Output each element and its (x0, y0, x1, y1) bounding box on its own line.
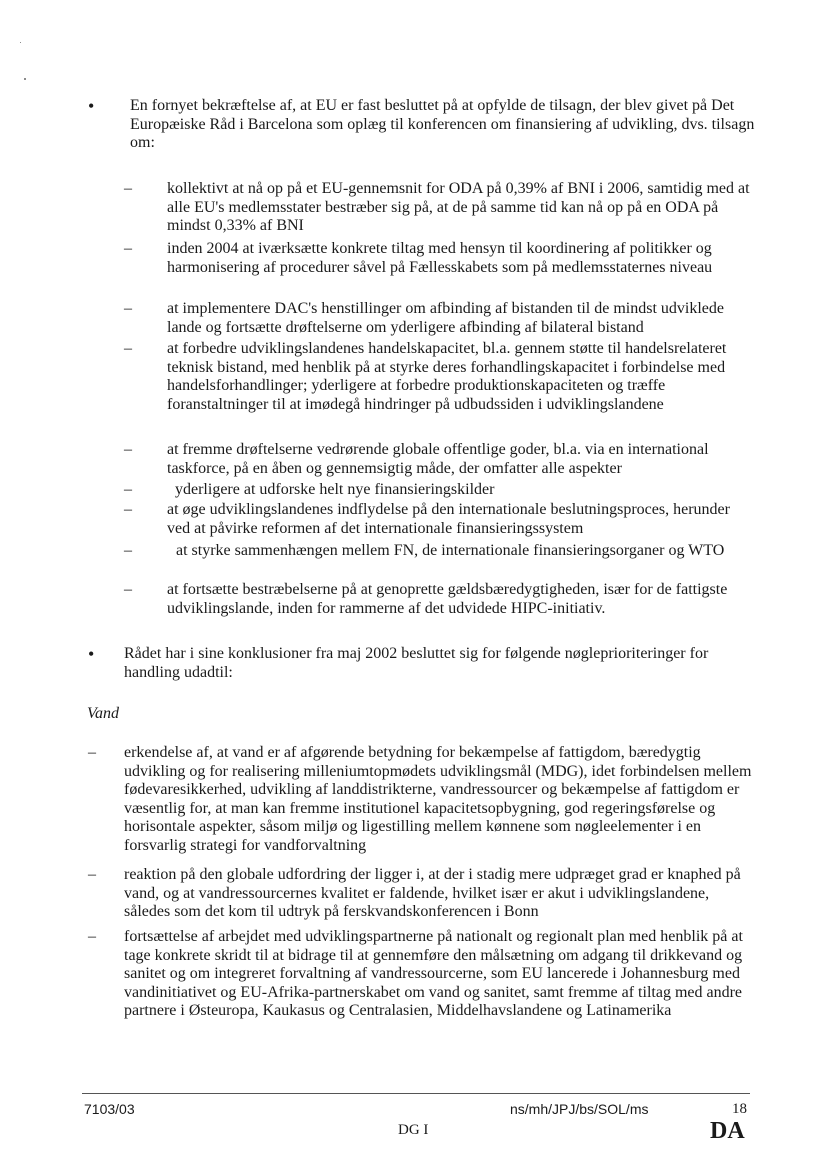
bullet-text: Rådet har i sine konklusioner fra maj 2002 besluttet sig for følgende nøgleprioriteringer for handling udadtil: (124, 645, 709, 681)
footer-initials: ns/mh/JPJ/bs/SOL/ms (510, 1101, 649, 1117)
sub-item-dash: – (124, 340, 132, 357)
sub-item: at forbedre udviklingslandenes handelskapacitet, bl.a. gennem støtte til handelsrelateret teknisk bistand, med henblik på at styrke deres forhandlingskapacitet i forbindelse med handelsforhandlinger; yderligere at forbedre produktionskapaciteten og træffe foranstaltninger til at imødegå hindringer på udbudssiden i udviklingslandene (167, 340, 727, 413)
sub-item-dash: – (124, 501, 132, 518)
sub-item: at fortsætte bestræbelserne på at genoprette gældsbæredygtigheden, især for de fattigste udviklingslande, inden for rammerne af det udvidede HIPC-initiativ. (167, 581, 728, 617)
sub-item: inden 2004 at iværksætte konkrete tiltag med hensyn til koordinering af politikker og harmonisering af procedurer såvel på Fællesskabets som på medlemsstaternes niveau (167, 240, 713, 276)
vand-item: fortsættelse af arbejdet med udviklingspartnerne på nationalt og regionalt plan med henblik på at tage konkrete skridt til at bidrage til at gennemføre den målsætning om adgang til drikkevand og sanitet og om integreret forvaltning af vandressourcerne, som EU lancerede i Johannesburg med vandinitiativet og EU-Afrika-partnerskabet om vand og sanitet, samt fremme af tiltag med andre partnere i Østeuropa, Kaukasus og Centralasien, Middelhavslandene og Latinamerika (124, 928, 743, 1020)
sub-item-dash: – (124, 481, 132, 498)
footer-doc-number: 7103/03 (84, 1101, 135, 1117)
sub-item-dash: – (124, 240, 132, 257)
sub-item-dash: – (124, 542, 132, 559)
vand-item-dash: – (88, 744, 96, 761)
sub-item: at øge udviklingslandenes indflydelse på den internationale beslutningsproces, herunder ved at påvirke reformen af det internationale finansieringssystem (167, 501, 730, 537)
bullet-marker: • (88, 96, 95, 116)
section-heading: Vand (87, 705, 119, 722)
vand-item-dash: – (88, 866, 96, 883)
sub-item: at implementere DAC's henstillinger om afbinding af bistanden til de mindst udviklede lande og fortsætte drøftelserne om yderligere afbinding af bilateral bistand (167, 300, 724, 336)
sub-item-dash: – (124, 581, 132, 598)
scan-speck (20, 42, 21, 43)
sub-item-dash: – (124, 300, 132, 317)
footer-language: DA (710, 1118, 745, 1144)
sub-item: at fremme drøftelserne vedrørende globale offentlige goder, bl.a. via en international taskforce, på en åben og gennemsigtig måde, der omfatter alle aspekter (167, 441, 709, 477)
vand-item-dash: – (88, 928, 96, 945)
sub-item-dash: – (124, 441, 132, 458)
vand-item: reaktion på den globale udfordring der ligger i, at der i stadig mere udpræget grad er knaphed på vand, og at vandressourcernes kvalitet er faldende, hvilket især er akut i udviklingslandene, således som det kom til udtryk på ferskvandskonferencen i Bonn (124, 866, 741, 921)
footer-dg: DG I (398, 1122, 429, 1138)
sub-item-dash: – (124, 180, 132, 197)
footer-page-number: 18 (732, 1101, 747, 1117)
bullet-marker: • (88, 644, 95, 664)
vand-item: erkendelse af, at vand er af afgørende betydning for bekæmpelse af fattigdom, bæredygtig udvikling og for realisering milleniumtopmødets udviklingsmål (MDG), idet forbindelsen mellem fødevaresikkerhed, udvikling af landdistrikterne, vandressourcer og bekæmpelse af fattigdom er væsentlig for, at man kan fremme institutionel kapacitetsopbygning, god regeringsførelse og horisontale aspekter, såsom miljø og ligestilling mellem kønnene som nøgleelementer i en forsvarlig strategi for vandforvaltning (124, 744, 752, 854)
bullet-text: En fornyet bekræftelse af, at EU er fast besluttet på at opfylde de tilsagn, der blev givet på Det Europæiske Råd i Barcelona som oplæg til konferencen om finansiering af udvikling, dvs. tilsagn om: (130, 97, 755, 152)
sub-item: at styrke sammenhængen mellem FN, de internationale finansieringsorganer og WTO (176, 542, 725, 559)
scan-speck (24, 78, 26, 80)
sub-item: yderligere at udforske helt nye finansieringskilder (175, 481, 495, 498)
sub-item: kollektivt at nå op på et EU-gennemsnit for ODA på 0,39% af BNI i 2006, samtidig med at alle EU's medlemsstater bestræber sig på, at de på samme tid kan nå op på en ODA på mindst 0,33% af BNI (167, 180, 750, 235)
footer-rule (82, 1093, 750, 1094)
